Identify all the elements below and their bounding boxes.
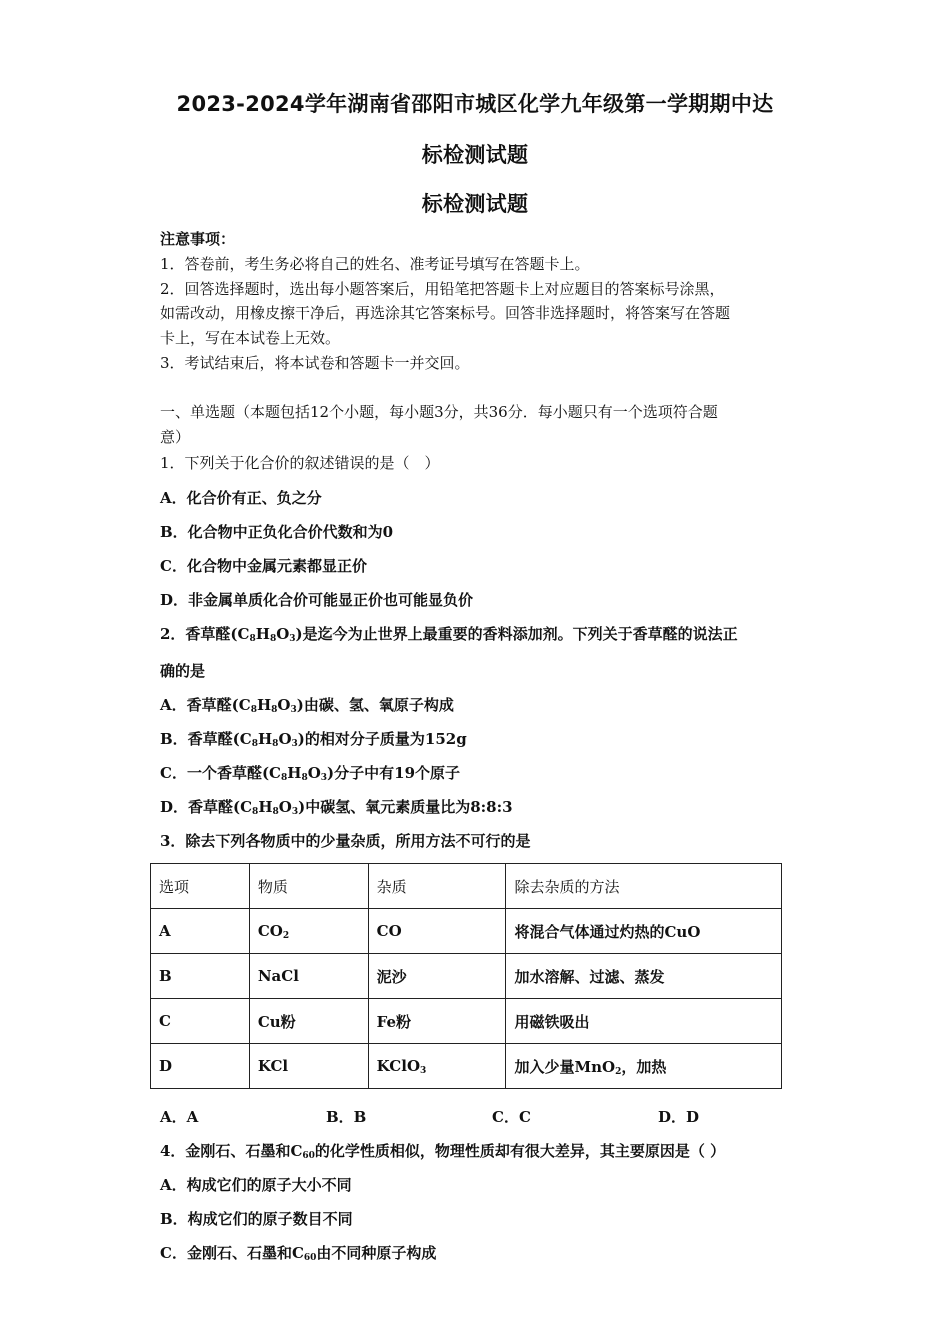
question-2-option-b: B．香草醛$(C_8H_8O_3)$的相对分子质量为152g xyxy=(160,730,467,749)
notice-item-1: 1．答卷前，考生务必将自己的姓名、准考证号填写在答题卡上。 xyxy=(160,255,590,273)
table-cell-option: D xyxy=(151,1044,250,1089)
table-cell-method: 将混合气体通过灼热的CuO xyxy=(506,909,782,954)
table-cell-substance: KCl xyxy=(249,1044,368,1089)
section-heading: 一、单选题（本题包括12个小题，每小题3分，共36分．每小题只有一个选项符合题 xyxy=(160,403,718,421)
question-1-stem: 1．下列关于化合价的叙述错误的是（ ） xyxy=(160,454,440,472)
question-3-option-c: C．C xyxy=(492,1108,531,1126)
table-row xyxy=(151,1044,782,1089)
notice-item-2-end: 卡上，写在本试卷上无效。 xyxy=(160,329,341,347)
table-cell-substance: NaCl xyxy=(249,954,368,999)
table-cell-option: B xyxy=(151,954,250,999)
question-2-stem-cont: 确的是 xyxy=(160,662,206,680)
question-1-option-a: A．化合价有正、负之分 xyxy=(160,489,322,507)
table-cell-impurity: Fe粉 xyxy=(368,999,506,1044)
question-3-option-b: B．B xyxy=(326,1108,367,1126)
question-2-stem: 2．香草醛$(C_8H_8O_3)$是迄今为止世界上最重要的香料添加剂。下列关于香草醛的说法正 xyxy=(160,625,738,644)
notice-heading: 注意事项： xyxy=(160,230,236,248)
page-subtitle: 标检测试题 xyxy=(421,192,529,216)
question-3-stem: 3．除去下列各物质中的少量杂质，所用方法不可行的是 xyxy=(160,832,531,850)
table-cell-method: 加入少量MnO$_2$，加热 xyxy=(506,1044,782,1089)
question-1-option-c: C．化合物中金属元素都显正价 xyxy=(160,557,367,575)
table-row xyxy=(151,999,782,1044)
question-2-option-a: A．香草醛$(C_8H_8O_3)$由碳、氢、氧原子构成 xyxy=(160,696,454,715)
question-2-option-c: C．一个香草醛$(C_8H_8O_3)$分子中有19个原子 xyxy=(160,764,461,783)
question-4-option-a: A．构成它们的原子大小不同 xyxy=(160,1176,352,1194)
table-header-cell: 杂质 xyxy=(368,864,506,909)
table-cell-method: 用磁铁吸出 xyxy=(506,999,782,1044)
table-header-row xyxy=(151,864,782,909)
question-4-option-b: B．构成它们的原子数目不同 xyxy=(160,1210,353,1228)
impurity-table xyxy=(150,863,782,1089)
question-3-option-d: D．D xyxy=(658,1108,700,1126)
table-cell-substance: Cu粉 xyxy=(249,999,368,1044)
table-cell-impurity: KClO$_3$ xyxy=(368,1044,506,1089)
table-cell-impurity: 泥沙 xyxy=(368,954,506,999)
question-3-options xyxy=(160,1106,824,1127)
notice-item-3: 3．考试结束后，将本试卷和答题卡一并交回。 xyxy=(160,354,470,372)
table-cell-option: C xyxy=(151,999,250,1044)
table-cell-substance: $CO_2$ xyxy=(249,909,368,954)
table-cell-method: 加水溶解、过滤、蒸发 xyxy=(506,954,782,999)
table-row xyxy=(151,954,782,999)
table-header-cell: 除去杂质的方法 xyxy=(506,864,782,909)
notice-item-2: 2．回答选择题时，选出每小题答案后，用铅笔把答题卡上对应题目的答案标号涂黑， xyxy=(160,280,725,298)
table-cell-impurity: CO xyxy=(368,909,506,954)
table-header-cell: 选项 xyxy=(151,864,250,909)
question-3-option-a: A．A xyxy=(160,1108,199,1126)
question-1-option-b: B．化合物中正负化合价代数和为0 xyxy=(160,523,394,541)
question-1-option-d: D．非金属单质化合价可能显正价也可能显负价 xyxy=(160,591,474,609)
table-cell-option: A xyxy=(151,909,250,954)
question-4-option-c: C．金刚石、石墨和$C_{60}$由不同种原子构成 xyxy=(160,1244,437,1263)
section-heading-cont: 意） xyxy=(160,428,191,446)
table-header-cell: 物质 xyxy=(249,864,368,909)
notice-item-2-cont: 如需改动，用橡皮擦干净后，再选涂其它答案标号。回答非选择题时，将答案写在答题 xyxy=(160,304,731,322)
question-4-stem: 4．金刚石、石墨和$C_{60}$的化学性质相似，物理性质却有很大差异，其主要原因是（ ） xyxy=(160,1142,726,1161)
page-title: 2023-2024学年湖南省邵阳市城区化学九年级第一学期期中达 xyxy=(176,92,774,116)
page-title-line2: 标检测试题 xyxy=(421,143,529,167)
table-row xyxy=(151,909,782,954)
question-2-option-d: D．香草醛$(C_8H_8O_3)$中碳氢、氧元素质量比为8:8:3 xyxy=(160,798,513,817)
